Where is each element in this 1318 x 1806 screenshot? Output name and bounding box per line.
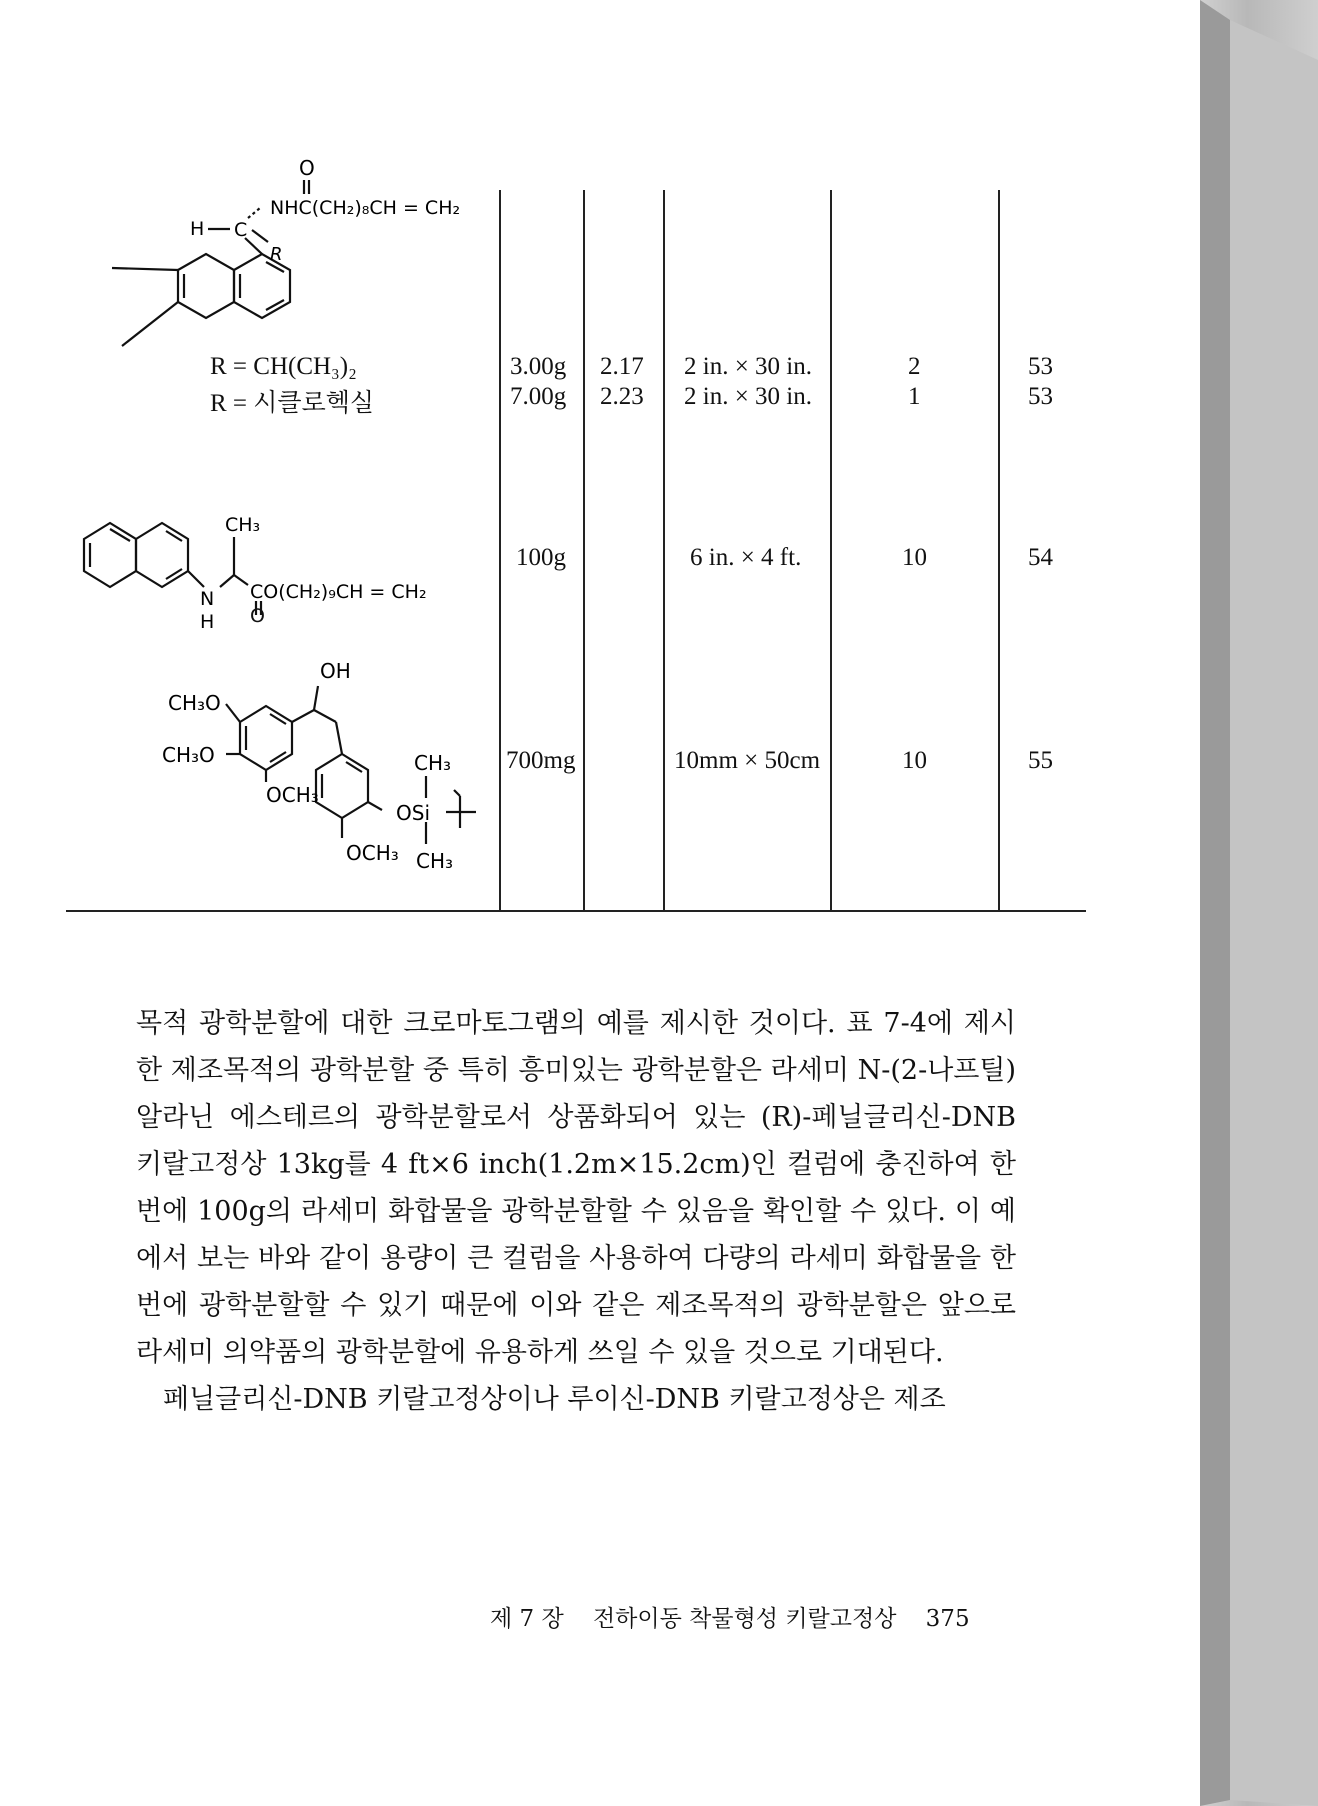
table-column-divider — [583, 190, 585, 912]
silyl-ether-label: OSi — [396, 801, 430, 825]
methoxy-label: OCH₃ — [266, 783, 319, 807]
page-number: 375 — [925, 1606, 970, 1632]
methyl-label: CH₃ — [225, 514, 261, 536]
ester-carbonyl-o — [250, 605, 265, 627]
table-bottom-rule — [66, 910, 1086, 912]
methoxy-label: OCH₃ — [346, 841, 399, 865]
chapter-title: 전하이동 착물형성 키랄고정상 — [592, 1606, 897, 1632]
passes-cell: 2 — [908, 353, 921, 380]
passes-cell: 10 — [902, 747, 927, 774]
structure-drawing — [100, 150, 500, 360]
column-size-cell: 2 in. × 30 in. — [684, 383, 812, 410]
reference-cell: 55 — [1028, 747, 1053, 774]
table-column-divider — [830, 190, 832, 912]
chiral-phase-table — [0, 0, 1100, 920]
substituent-label-cyclohexyl: R = 시클로헥실 — [210, 390, 375, 417]
reference-cell: 54 — [1028, 544, 1053, 571]
alpha-cell: 2.17 — [600, 353, 644, 380]
carbonyl-o-label: O — [299, 156, 315, 180]
passes-cell: 10 — [902, 544, 927, 571]
structure-naphthyl-amide — [100, 150, 500, 360]
column-size-cell: 10mm × 50cm — [674, 747, 821, 774]
alpha-cell: 2.23 — [600, 383, 644, 410]
table-column-divider — [998, 190, 1000, 912]
structure-drawing — [160, 650, 500, 895]
methoxy-label: CH₃O — [168, 691, 221, 715]
running-footer — [490, 1600, 970, 1633]
nitrogen-label: N — [200, 588, 215, 610]
hydrogen-label: H — [200, 611, 215, 633]
substituent-label-isopropyl: R = CH(CH₃)₂ — [210, 353, 357, 380]
table-column-divider — [663, 190, 665, 912]
amide-chain-label: NHC(CH₂)₈CH = CH₂ — [270, 197, 461, 219]
column-size-cell: 6 in. × 4 ft. — [690, 544, 802, 571]
carbonyl-o-label: O — [250, 605, 265, 627]
page-fold-shadow — [1200, 0, 1318, 1806]
methyl-label: CH₃ — [414, 751, 452, 775]
chiral-carbon-label: C — [234, 219, 248, 241]
body-text — [136, 1000, 1016, 1423]
chapter-label: 제 7 장 — [490, 1606, 564, 1632]
amount-cell: 3.00g — [510, 353, 567, 380]
amount-cell: 100g — [516, 544, 566, 571]
amount-cell: 7.00g — [510, 383, 567, 410]
hydrogen-label: H — [190, 218, 205, 240]
reference-cell: 53 — [1028, 353, 1053, 380]
methyl-label: CH₃ — [416, 849, 454, 873]
hydroxyl-label: OH — [320, 659, 351, 683]
structure-trimethoxyphenyl-silyl-ether — [160, 650, 500, 895]
structure-naphthyl-alanine-ester — [70, 495, 500, 635]
paragraph: 페닐글리신-DNB 키랄고정상이나 루이신-DNB 키랄고정상은 제조 — [163, 1384, 946, 1415]
r-group-label: R — [270, 244, 283, 265]
ester-chain-label: CO(CH₂)₉CH = CH₂ — [250, 581, 427, 603]
passes-cell: 1 — [908, 383, 921, 410]
column-size-cell: 2 in. × 30 in. — [684, 353, 812, 380]
methoxy-label: CH₃O — [162, 743, 215, 767]
amount-cell: 700mg — [506, 747, 576, 774]
paragraph: 목적 광학분할에 대한 크로마토그램의 예를 제시한 것이다. 표 7-4에 제시한 제조목적의 광학분할 중 특히 흥미있는 광학분할은 라세미 N-(2-나프틸)알라닌 에스테르의 광학분할로서 상품화되어 있는 (R)-페닐글리신-DNB 키랄고정상 13kg를 4 ft×6 inch(1.2m×15.2cm)인 컬럼에 충진하여 한 번에 100g의 라세미 화합물을 광학분할할 수 있음을 확인할 수 있다. 이 예에서 보는 바와 같이 용량이 큰 컬럼을 사용하여 다량의 라세미 화합물을 한 번에 광학분할할 수 있기 때문에 이와 같은 제조목적의 광학분할은 앞으로 라세미 의약품의 광학분할에 유용하게 쓰일 수 있을 것으로 기대된다. — [136, 1008, 1016, 1368]
structure-drawing — [70, 495, 500, 635]
reference-cell: 53 — [1028, 383, 1053, 410]
